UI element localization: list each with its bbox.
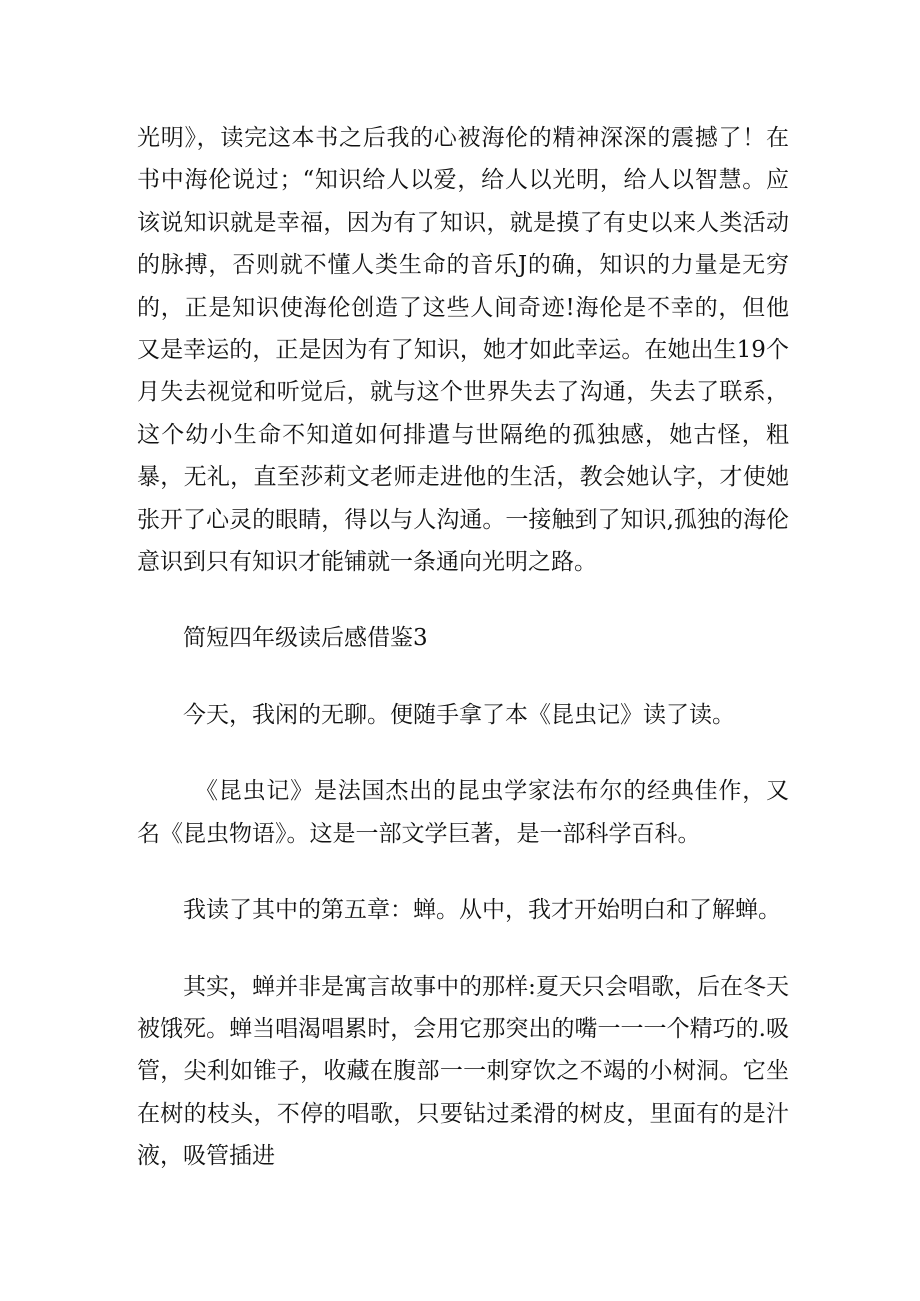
document-body: [137, 117, 789, 1178]
paragraph-book-description: 《昆虫记》是法国杰出的昆虫学家法布尔的经典佳作，又名《昆虫物语》。这是一部文学巨著，是一部科学百科。: [137, 778, 789, 847]
paragraph-intro: 今天，我闲的无聊。便随手拿了本《昆虫记》读了读。: [183, 701, 735, 728]
section-heading: 简短四年级读后感借鉴3: [183, 625, 428, 652]
paragraph-cicada: 其实，蝉并非是寓言故事中的那样:夏天只会唱歌，后在冬天被饿死。蝉当唱渴唱累时，会用它那突出的嘴一一一个精巧的.吸管，尖利如锥子，收藏在腹部一一刺穿饮之不竭的小树洞。它坐在树的枝头，不停的唱歌，只要钻过柔滑的树皮，里面有的是汁液，吸管插进: [137, 973, 789, 1170]
paragraph-chapter: 我读了其中的第五章：蝉。从中，我才开始明白和了解蝉。: [183, 897, 781, 924]
paragraph-helen-keller: 光明》，读完这本书之后我的心被海伦的精神深深的震撼了！在书中海伦说过；“知识给人以爱，给人以光明，给人以智慧。应该说知识就是幸福，因为有了知识，就是摸了有史以来人类活动的脉搏，否则就不懂人类生命的音乐J的确，知识的力量是无穷的，正是知识使海伦创造了这些人间奇迹!海伦是不幸的，但他又是幸运的，正是因为有了知识，她才如此幸运。在她出生19个月失去视觉和听觉后，就与这个世界失去了沟通，失去了联系，这个幼小生命不知道如何排遣与世隔绝的孤独感，她古怪，粗暴，无礼，直至莎莉文老师走进他的生活，教会她认字，才使她张开了心灵的眼睛，得以与人沟通。一接触到了知识,孤独的海伦意识到只有知识才能铺就一条通向光明之路。: [137, 125, 789, 576]
